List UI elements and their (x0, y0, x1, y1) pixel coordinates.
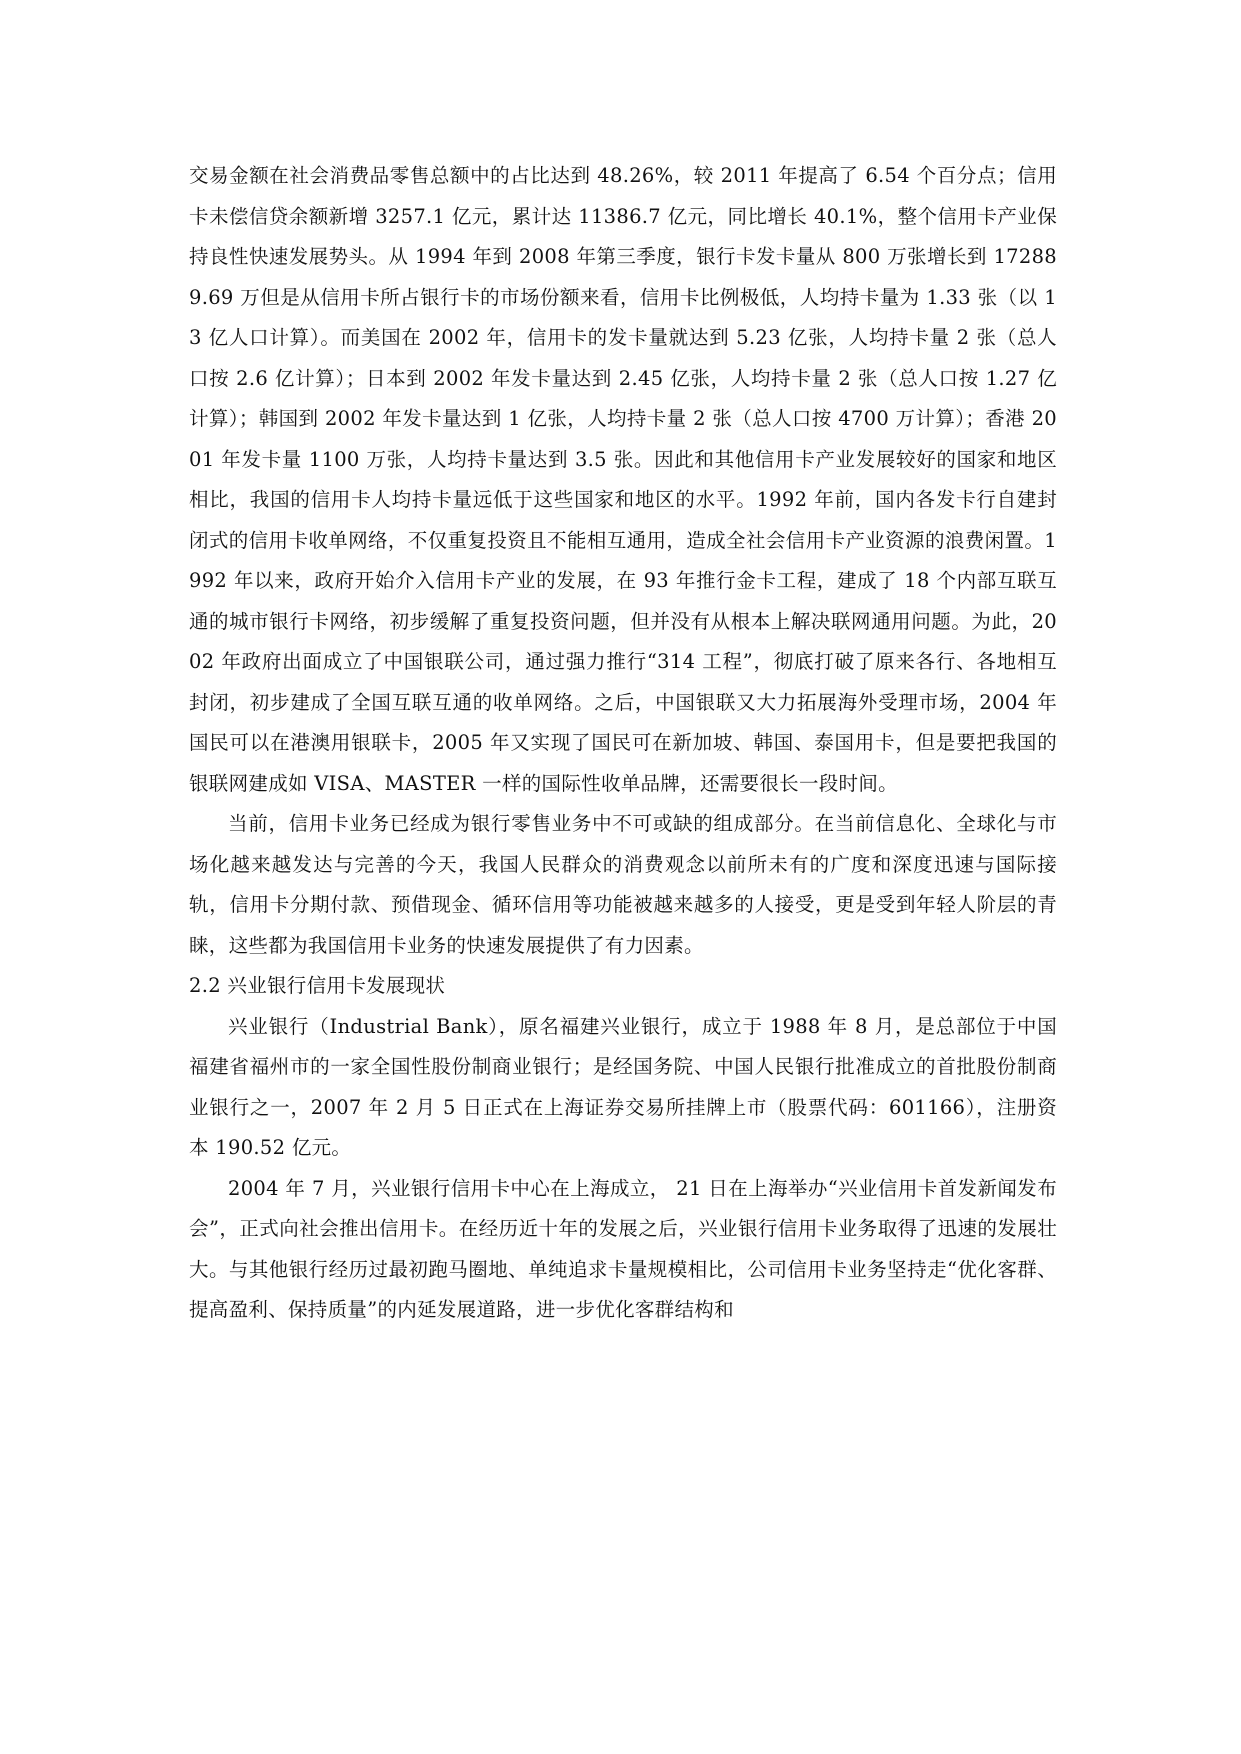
paragraph-credit-card-statistics: 交易金额在社会消费品零售总额中的占比达到 48.26%，较 2011 年提高了 6.54 个百分点；信用卡未偿信贷余额新增 3257.1 亿元，累计达 11386.7 亿元，同比增长 40.1%，整个信用卡产业保持良性快速发展势头。从 1994 年到 2008 年第三季度，银行卡发卡量从 800 万张增长到 172889.69 万但是从信用卡所占银行卡的市场份额来看，信用卡比例极低，人均持卡量为 1.33 张（以 13 亿人口计算）。而美国在 2002 年，信用卡的发卡量就达到 5.23 亿张，人均持卡量 2 张（总人口按 2.6 亿计算）；日本到 2002 年发卡量达到 2.45 亿张，人均持卡量 2 张（总人口按 1.27 亿计算）；韩国到 2002 年发卡量达到 1 亿张，人均持卡量 2 张（总人口按 4700 万计算）；香港 2001 年发卡量 1100 万张，人均持卡量达到 3.5 张。因此和其他信用卡产业发展较好的国家和地区相比，我国的信用卡人均持卡量远低于这些国家和地区的水平。1992 年前，国内各发卡行自建封闭式的信用卡收单网络，不仅重复投资且不能相互通用，造成全社会信用卡产业资源的浪费闲置。1992 年以来，政府开始介入信用卡产业的发展，在 93 年推行金卡工程，建成了 18 个内部互联互通的城市银行卡网络，初步缓解了重复投资问题，但并没有从根本上解决联网通用问题。为此，2002 年政府出面成立了中国银联公司，通过强力推行“314 工程”，彻底打破了原来各行、各地相互封闭，初步建成了全国互联互通的收单网络。之后，中国银联又大力拓展海外受理市场，2004 年国民可以在港澳用银联卡，2005 年又实现了国民可在新加坡、韩国、泰国用卡，但是要把我国的银联网建成如 VISA、MASTER 一样的国际性收单品牌，还需要很长一段时间。 (189, 164, 1057, 795)
section-heading: 2.2 兴业银行信用卡发展现状 (189, 974, 446, 997)
paragraph-credit-card-center-history: 2004 年 7 月，兴业银行信用卡中心在上海成立， 21 日在上海举办“兴业信用卡首发新闻发布会”，正式向社会推出信用卡。在经历近十年的发展之后，兴业银行信用卡业务取得了迅速的发展壮大。与其他银行经历过最初跑马圈地、单纯追求卡量规模相比，公司信用卡业务坚持走“优化客群、提高盈利、保持质量”的内延发展道路，进一步优化客群结构和 (189, 1176, 1057, 1321)
paragraph-industrial-bank-profile: 兴业银行（Industrial Bank），原名福建兴业银行，成立于 1988 年 8 月，是总部位于中国福建省福州市的一家全国性股份制商业银行；是经国务院、中国人民银行批准成立的首批股份制商业银行之一，2007 年 2 月 5 日正式在上海证券交易所挂牌上市（股票代码：601166），注册资本 190.52 亿元。 (189, 1014, 1057, 1159)
paragraph-current-credit-card-business: 当前，信用卡业务已经成为银行零售业务中不可或缺的组成部分。在当前信息化、全球化与市场化越来越发达与完善的今天，我国人民群众的消费观念以前所未有的广度和深度迅速与国际接轨，信用卡分期付款、预借现金、循环信用等功能被越来越多的人接受，更是受到年轻人阶层的青睐，这些都为我国信用卡业务的快速发展提供了有力因素。 (189, 812, 1057, 957)
document-body (189, 156, 1057, 1331)
